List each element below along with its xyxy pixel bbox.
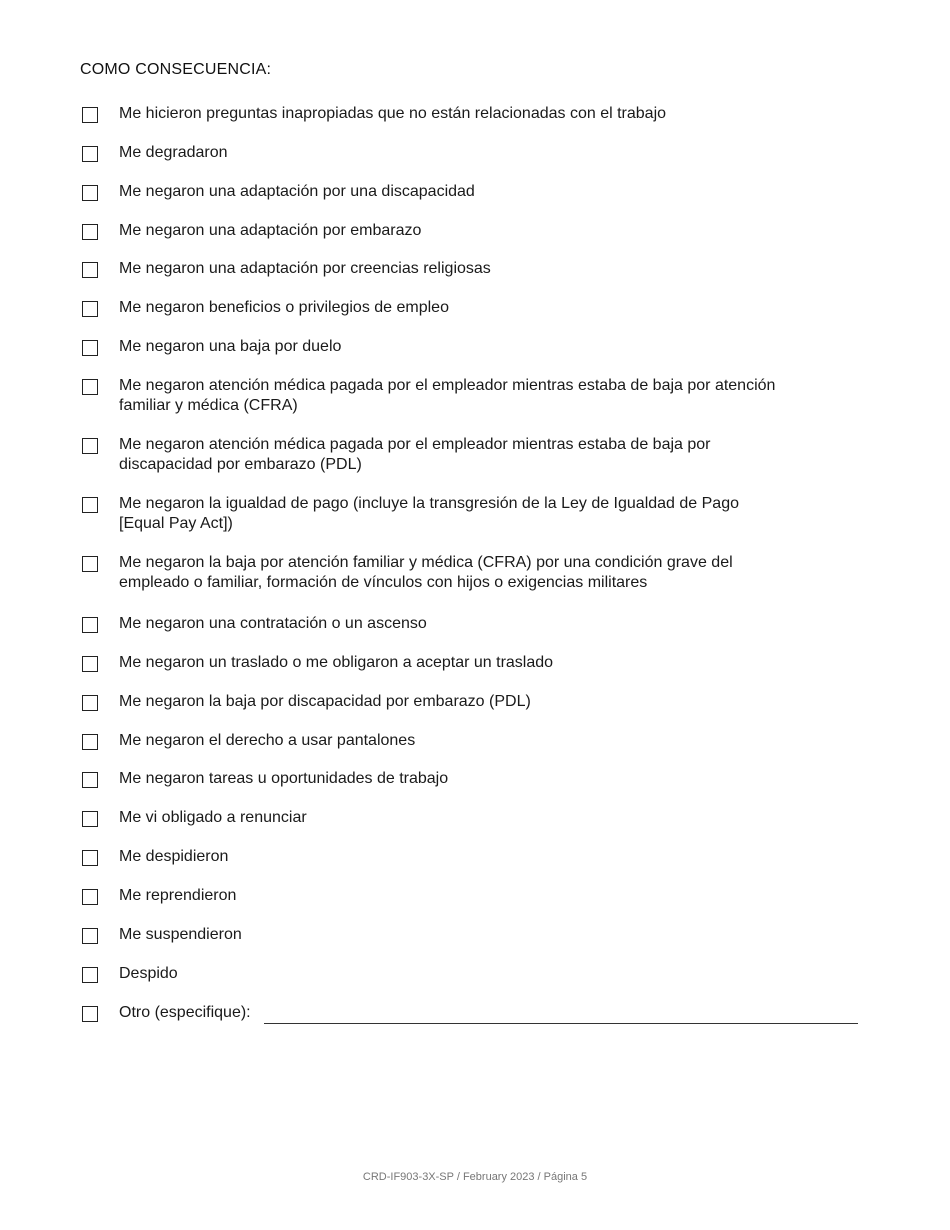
checkbox[interactable] (82, 695, 98, 711)
checkbox-item[interactable] (82, 925, 862, 945)
checkbox-item[interactable] (82, 964, 862, 984)
checkbox-label: Me negaron tareas u oportunidades de trabajo (119, 770, 449, 787)
checkbox-label: Me negaron un traslado o me obligaron a aceptar un traslado (119, 654, 554, 671)
checkbox[interactable] (82, 617, 98, 633)
checkbox[interactable] (82, 379, 98, 395)
checkbox-label: Me suspendieron (119, 926, 242, 943)
checkbox-item[interactable] (82, 298, 862, 318)
checkbox[interactable] (82, 107, 98, 123)
checkbox-item[interactable] (82, 847, 862, 867)
checkbox-label: Me negaron una adaptación por una discapacidad (119, 183, 475, 200)
checkbox[interactable] (82, 438, 98, 454)
checkbox-label: Me negaron una adaptación por embarazo (119, 222, 422, 239)
checkbox-label: Me negaron una adaptación por creencias religiosas (119, 260, 491, 277)
checkbox-item[interactable] (82, 435, 862, 475)
other-item[interactable] (82, 1003, 862, 1023)
checkbox-item[interactable] (82, 182, 862, 202)
checkbox[interactable] (82, 340, 98, 356)
checkbox[interactable] (82, 734, 98, 750)
checkbox-label: Me hicieron preguntas inapropiadas que no están relacionadas con el trabajo (119, 105, 667, 122)
checkbox-label: Me negaron atención médica pagada por el empleador mientras estaba de baja por atención familiar y médica (CFRA) (119, 377, 776, 414)
other-specify-input[interactable] (264, 1023, 858, 1024)
checkbox-item[interactable] (82, 886, 862, 906)
checkbox-label: Me negaron el derecho a usar pantalones (119, 732, 416, 749)
checkbox-label: Me negaron la igualdad de pago (incluye la transgresión de la Ley de Igualdad de Pago [Equal Pay Act]) (119, 495, 739, 532)
checkbox-item[interactable] (82, 731, 862, 751)
checkbox[interactable] (82, 224, 98, 240)
checkbox-item[interactable] (82, 769, 862, 789)
checkbox-label: Me degradaron (119, 144, 228, 161)
checkbox[interactable] (82, 497, 98, 513)
checkbox-label: Despido (119, 965, 178, 982)
checkbox-label: Me vi obligado a renunciar (119, 809, 307, 826)
checkbox-item[interactable] (82, 221, 862, 241)
checkbox-label: Me negaron la baja por atención familiar y médica (CFRA) por una condición grave del empleado o familiar, formación de vínculos con hijos o exigencias militares (119, 554, 733, 591)
checkbox[interactable] (82, 185, 98, 201)
checkbox[interactable] (82, 556, 98, 572)
checkbox-label: Me negaron la baja por discapacidad por embarazo (PDL) (119, 693, 531, 710)
checkbox[interactable] (82, 146, 98, 162)
section-heading: COMO CONSECUENCIA: (80, 61, 272, 78)
checkbox[interactable] (82, 656, 98, 672)
checkbox-label: Me reprendieron (119, 887, 237, 904)
other-label: Otro (especifique): (119, 1004, 251, 1021)
checkbox[interactable] (82, 301, 98, 317)
checkbox-item[interactable] (82, 259, 862, 279)
checkbox-item[interactable] (82, 614, 862, 634)
checkbox-item[interactable] (82, 104, 862, 124)
page-footer: CRD-IF903-3X-SP / February 2023 / Página 5 (362, 1171, 588, 1183)
checkbox-item[interactable] (82, 494, 862, 534)
checkbox[interactable] (82, 262, 98, 278)
checkbox-label: Me despidieron (119, 848, 229, 865)
checkbox-item[interactable] (82, 692, 862, 712)
checkbox-label: Me negaron una baja por duelo (119, 338, 342, 355)
other-checkbox[interactable] (82, 1006, 98, 1022)
checkbox-item[interactable] (82, 808, 862, 828)
checkbox[interactable] (82, 928, 98, 944)
checkbox[interactable] (82, 772, 98, 788)
checkbox[interactable] (82, 889, 98, 905)
checkbox-item[interactable] (82, 337, 862, 357)
checkbox-item[interactable] (82, 143, 862, 163)
checkbox-item[interactable] (82, 553, 862, 593)
checkbox-label: Me negaron beneficios o privilegios de empleo (119, 299, 449, 316)
checkbox-item[interactable] (82, 376, 862, 416)
checkbox-label: Me negaron una contratación o un ascenso (119, 615, 427, 632)
checkbox-label: Me negaron atención médica pagada por el empleador mientras estaba de baja por discapacidad por embarazo (PDL) (119, 436, 711, 473)
checkbox[interactable] (82, 811, 98, 827)
checkbox[interactable] (82, 967, 98, 983)
checkbox-item[interactable] (82, 653, 862, 673)
checkbox[interactable] (82, 850, 98, 866)
